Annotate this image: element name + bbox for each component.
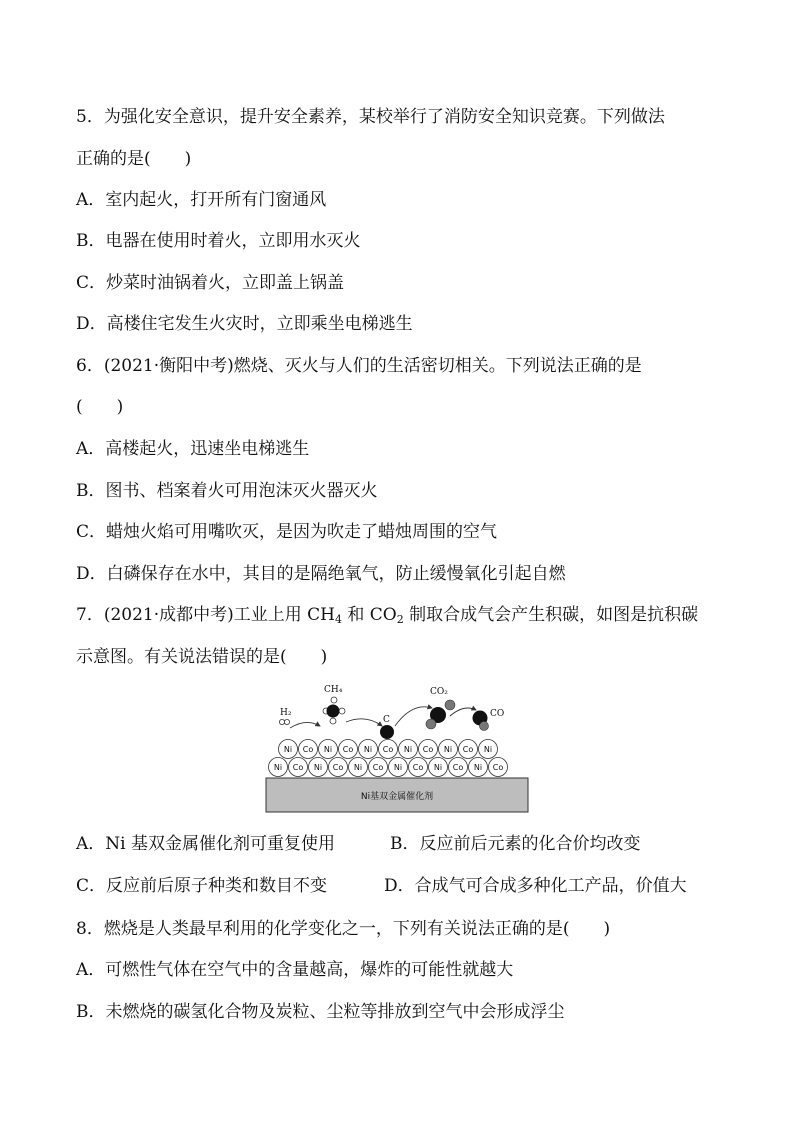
q7-stem-part3: 制取合成气会产生积碳，如图是抗积碳 <box>403 605 699 625</box>
q6-option-d: D．白磷保存在水中，其目的是隔绝氧气，防止缓慢氧化引起自燃 <box>76 564 566 584</box>
catalyst-diagram <box>262 680 534 816</box>
bottom-row-atom-label: Ni <box>473 763 483 772</box>
q7-option-d: D．合成气可合成多种化工产品，价值大 <box>384 876 687 896</box>
q5-option-d: D．高楼住宅发生火灾时，立即乘坐电梯逃生 <box>76 314 413 334</box>
q5-stem-line1: 5．为强化安全意识，提升安全素养，某校举行了消防安全知识竞赛。下列做法 <box>76 107 665 127</box>
top-row-atom-label: Co <box>302 745 314 754</box>
top-row-atom-label: Co <box>382 745 394 754</box>
c-label: C <box>383 715 390 725</box>
c-atom-icon <box>380 725 394 739</box>
co-label: CO <box>490 709 505 719</box>
co-molecule-icon <box>473 711 489 731</box>
atom-row-bottom <box>269 758 508 777</box>
top-row-atom-label: Co <box>422 745 434 754</box>
top-row-atom-label: Ni <box>403 745 413 754</box>
q6-option-a: A．高楼起火，迅速坐电梯逃生 <box>76 439 310 459</box>
q7-option-b: B．反应前后元素的化合价均改变 <box>390 834 641 854</box>
bottom-row-atom-label: Ni <box>273 763 283 772</box>
q8-option-b: B．未燃烧的碳氢化合物及炭粒、尘粒等排放到空气中会形成浮尘 <box>76 1002 565 1022</box>
q6-option-c: C．蜡烛火焰可用嘴吹灭，是因为吹走了蜡烛周围的空气 <box>76 522 498 542</box>
bottom-row-atom-label: Co <box>372 763 384 772</box>
ch4-label: CH₄ <box>324 685 343 695</box>
q5-stem-line2: 正确的是( ) <box>76 149 192 169</box>
q5-option-b: B．电器在使用时着火，立即用水灭火 <box>76 231 361 251</box>
bottom-row-atom-label: Ni <box>353 763 363 772</box>
q8-stem-line1: 8．燃烧是人类最早利用的化学变化之一，下列有关说法正确的是( ) <box>76 919 611 939</box>
q7-stem-part2: 和 CO <box>341 605 397 625</box>
co2-arrow <box>450 708 476 716</box>
top-row-atom-label: Ni <box>443 745 453 754</box>
q7-option-a: A．Ni 基双金属催化剂可重复使用 <box>76 834 335 854</box>
q5-option-c: C．炒菜时油锅着火，立即盖上锅盖 <box>76 273 345 293</box>
q6-stem-line1: 6．(2021·衡阳中考)燃烧、灭火与人们的生活密切相关。下列说法正确的是 <box>76 356 642 376</box>
ch4-molecule-icon <box>323 697 345 724</box>
co2-molecule-icon <box>426 700 455 729</box>
top-row-atom-label: Ni <box>323 745 333 754</box>
bottom-row-atom-label: Ni <box>313 763 323 772</box>
q5-option-a: A．室内起火，打开所有门窗通风 <box>76 190 327 210</box>
bottom-row-atom-label: Ni <box>433 763 443 772</box>
q7-stem-part1: 7．(2021·成都中考)工业上用 CH <box>76 605 335 625</box>
bottom-row-atom-label: Co <box>292 763 304 772</box>
catalyst-label: Ni基双金属催化剂 <box>360 792 434 802</box>
q7-stem-sub1: 4 <box>334 613 342 626</box>
ch4-arrow <box>346 719 382 726</box>
bottom-row-atom-label: Co <box>332 763 344 772</box>
bottom-row-atom-label: Ni <box>393 763 403 772</box>
h2-arrow <box>290 722 320 728</box>
bottom-row-atom-label: Co <box>492 763 504 772</box>
h2-molecule-icon <box>279 719 289 724</box>
q7-stem-line2: 示意图。有关说法错误的是( ) <box>76 647 328 667</box>
atom-row-top <box>279 740 498 759</box>
co2-label: CO₂ <box>430 687 448 697</box>
q7-stem-sub2: 2 <box>396 613 404 626</box>
q6-option-b: B．图书、档案着火可用泡沫灭火器灭火 <box>76 481 378 501</box>
top-row-atom-label: Co <box>342 745 354 754</box>
q7-stem-line1 <box>76 604 726 631</box>
q6-stem-line2: ( ) <box>76 397 124 417</box>
q8-option-a: A．可燃性气体在空气中的含量越高，爆炸的可能性就越大 <box>76 960 514 980</box>
q7-option-c: C．反应前后原子种类和数目不变 <box>76 876 328 896</box>
top-row-atom-label: Ni <box>483 745 493 754</box>
top-row-atom-label: Ni <box>363 745 373 754</box>
top-row-atom-label: Co <box>462 745 474 754</box>
bottom-row-atom-label: Co <box>452 763 464 772</box>
bottom-row-atom-label: Co <box>412 763 424 772</box>
top-row-atom-label: Ni <box>283 745 293 754</box>
h2-label: H₂ <box>280 708 292 718</box>
